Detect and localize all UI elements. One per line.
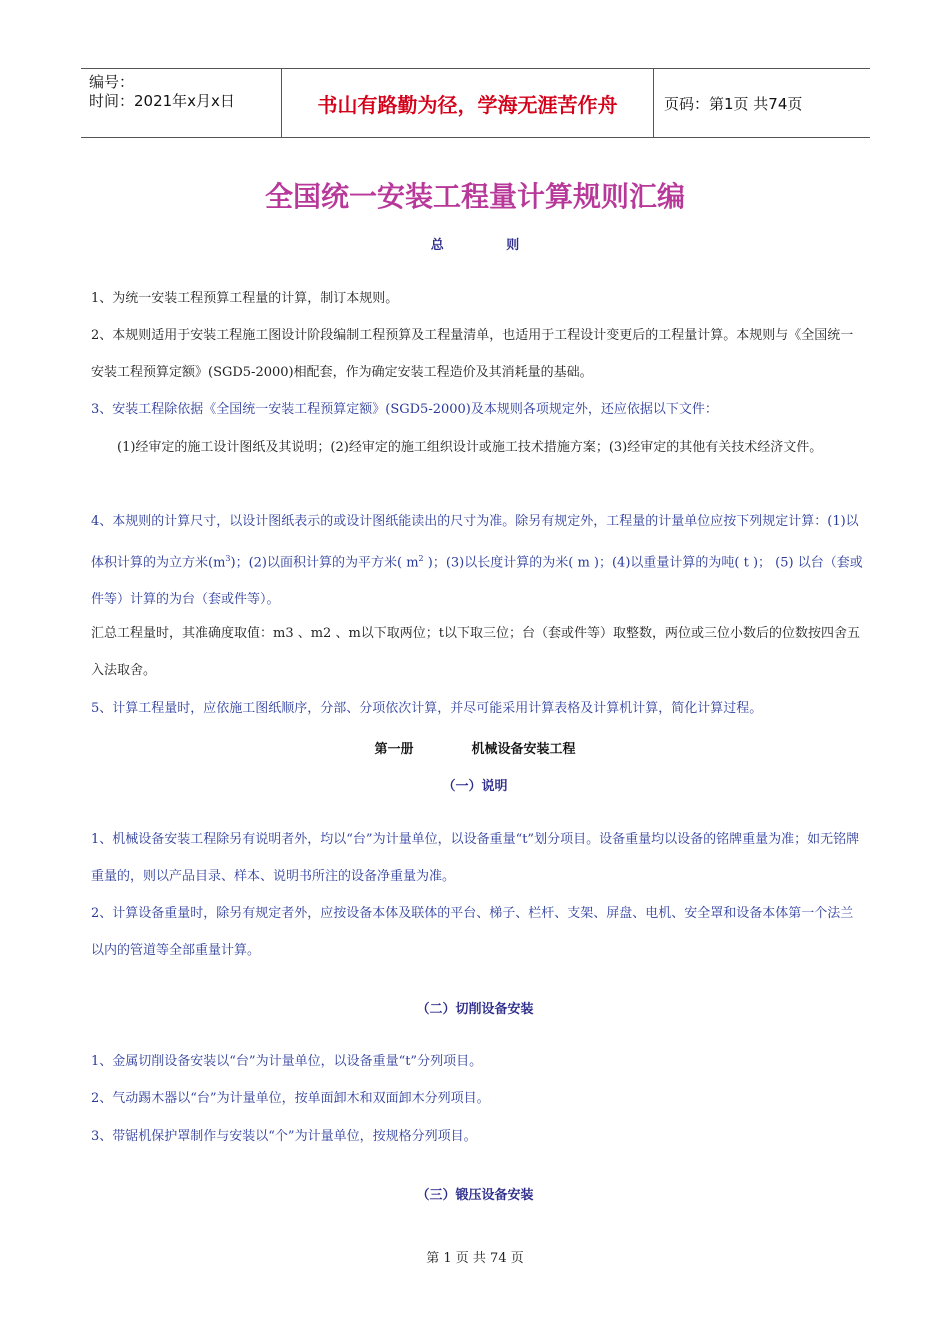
section-3-heading: （三）锻压设备安装 xyxy=(416,1188,534,1203)
section-2-paragraph-2: 2、气动踢木器以“台”为计量单位，按单面卸木和双面卸木分列项目。 xyxy=(91,1091,490,1106)
document-number-label: 编号： xyxy=(89,73,135,91)
general-paragraph-5: 汇总工程量时，其准确度取值：m3 、m2 、m以下取两位；t以下取三位；台（套或件等）取整数，两位或三位小数后的位数按四舍五入法取舍。 xyxy=(91,626,861,678)
header-left-cell xyxy=(81,69,282,137)
section-2-paragraph-1: 1、金属切削设备安装以“台”为计量单位，以设备重量“t”分列项目。 xyxy=(91,1054,483,1069)
general-paragraph-3-list: (1)经审定的施工设计图纸及其说明；(2)经审定的施工组织设计或施工技术措施方案；(3)经审定的其他有关技术经济文件。 xyxy=(117,440,823,455)
document-time-label: 时间：2021年x月x日 xyxy=(89,92,235,110)
section-1-paragraph-2: 2、计算设备重量时，除另有规定者外，应按设备本体及联体的平台、梯子、栏杆、支架、屏盘、电机、安全罩和设备本体第一个法兰以内的管道等全部重量计算。 xyxy=(91,906,854,958)
general-paragraph-3: 3、安装工程除依据《全国统一安装工程预算定额》(SGD5-2000)及本规则各项规定外，还应依据以下文件： xyxy=(91,402,718,417)
section-general-heading: 总 则 xyxy=(430,238,520,253)
header-motto: 书山有路勤为径，学海无涯苦作舟 xyxy=(282,69,654,137)
volume-1-heading xyxy=(0,738,950,757)
section-1-heading: （一）说明 xyxy=(442,779,508,794)
general-paragraph-4: 4、本规则的计算尺寸，以设计图纸表示的或设计图纸能读出的尺寸为准。除另有规定外，工程量的计量单位应按下列规定计算：(1)以体积计算的为立方米$(m^3)$；(2)以面积计算的为平方米( $m^2$ )；(3)以长度计算的为米( m )；(4)以重量计算的为吨( t )； (5) 以台（套或件等）计算的为台（套或件等）。 xyxy=(91,514,863,608)
header-table xyxy=(81,68,870,138)
volume-1-number: 第一册 xyxy=(374,742,414,757)
header-page-number: 页码：第1页 共74页 xyxy=(664,94,803,113)
section-2-paragraph-3: 3、带锯机保护罩制作与安装以“个”为计量单位，按规格分列项目。 xyxy=(91,1129,477,1144)
general-paragraph-2: 2、本规则适用于安装工程施工图设计阶段编制工程预算及工程量清单，也适用于工程设计变更后的工程量计算。本规则与《全国统一安装工程预算定额》(SGD5-2000)相配套，作为确定安装工程造价及其消耗量的基础。 xyxy=(91,328,854,380)
page-footer: 第 1 页 共 74 页 xyxy=(426,1251,524,1266)
volume-1-title: 机械设备安装工程 xyxy=(471,742,576,757)
section-2-heading: （二）切削设备安装 xyxy=(416,1002,534,1017)
section-1-paragraph-1: 1、机械设备安装工程除另有说明者外，均以“台”为计量单位，以设备重量“t”划分项目。设备重量均以设备的铭牌重量为准；如无铭牌重量的，则以产品目录、样本、说明书所注的设备净重量为准。 xyxy=(91,832,860,884)
document-title: 全国统一安装工程量计算规则汇编 xyxy=(264,180,685,213)
general-paragraph-6: 5、计算工程量时，应依施工图纸顺序，分部、分项依次计算，并尽可能采用计算表格及计算机计算，简化计算过程。 xyxy=(91,701,763,716)
general-paragraph-1: 1、为统一安装工程预算工程量的计算，制订本规则。 xyxy=(91,291,399,306)
